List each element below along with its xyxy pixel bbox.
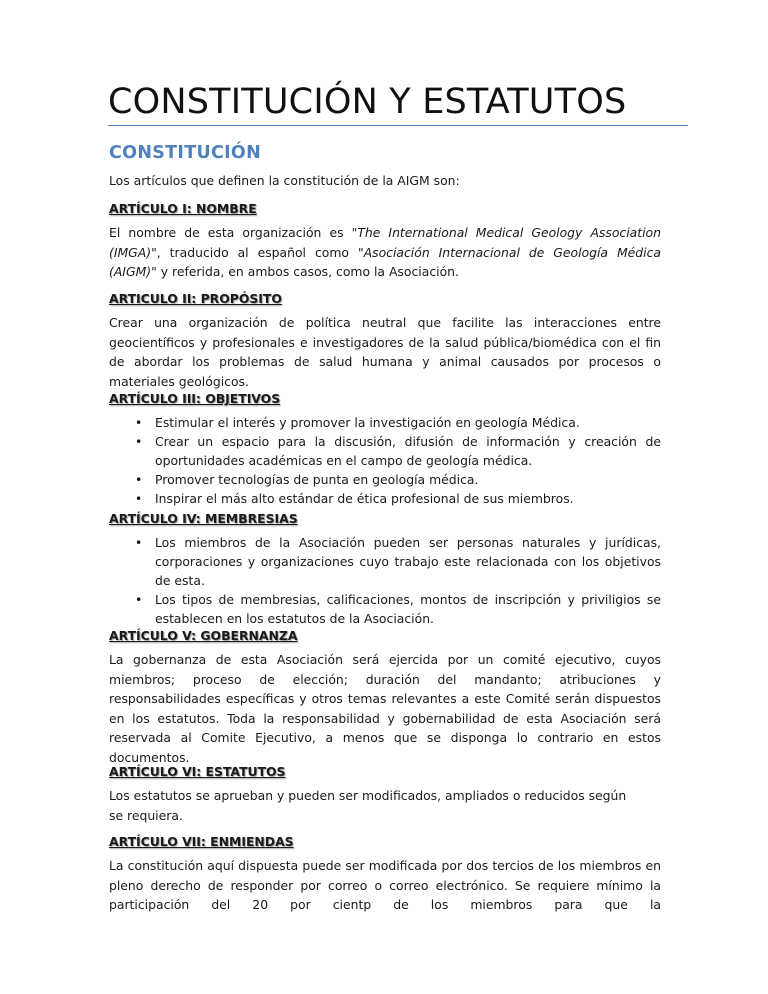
article-heading: ARTÍCULO VII: ENMIENDAS	[109, 834, 294, 849]
document-title: CONSTITUCIÓN Y ESTATUTOS	[108, 82, 627, 122]
article-body: La gobernanza de esta Asociación será ejercida por un comité ejecutivo, cuyos miembros; proceso de elección; duración del mandanto; atribuciones y responsabilidades específicas y otros temas relevantes a este Comité serán dispuestos en los estatutos. Toda la responsabilidad y gobernabilidad de esta Asociación será reservada al Comite Ejecutivo, a menos que se disponga lo contrario en estos documentos.	[109, 652, 661, 765]
article-body: Crear una organización de política neutral que facilite las interacciones entre geocientíficos y profesionales e investigadores de la salud pública/biomédica con el fin de abordar los problemas de salud humana y animal causados por procesos o materiales geológicos.	[109, 315, 661, 389]
intro-text: Los artículos que definen la constitución de la AIGM son:	[109, 173, 460, 188]
list-item: • Los miembros de la Asociación pueden ser personas naturales y jurídicas, corporaciones y organizaciones cuyo trabajo este relacionada con los objetivos de esta.	[135, 535, 661, 588]
bullet-icon: •	[135, 415, 143, 430]
article-6	[109, 764, 661, 825]
title-divider	[108, 125, 688, 126]
article-2	[109, 291, 661, 391]
bullet-icon: •	[135, 592, 143, 607]
article-heading: ARTÍCULO I: NOMBRE	[109, 201, 257, 216]
article-body: El nombre de esta organización es "The International Medical Geology Association (IMGA)", traducido al español como "Asociación Internacional de Geología Médica (AIGM)" y referida, en ambos casos, como la Asociación.	[109, 225, 661, 280]
article-heading: ARTÍCULO VI: ESTATUTOS	[109, 764, 286, 779]
article-5	[109, 628, 661, 768]
section-heading: CONSTITUCIÓN	[109, 143, 262, 163]
membership-list	[109, 533, 661, 628]
list-item: • Promover tecnologías de punta en geología médica.	[135, 472, 479, 487]
article-7	[109, 834, 661, 915]
article-heading: ARTÍCULO IV: MEMBRESIAS	[109, 511, 298, 526]
list-item: • Inspirar el más alto estándar de ética profesional de sus miembros.	[135, 491, 574, 506]
objectives-list	[109, 413, 661, 508]
article-1	[109, 201, 661, 282]
article-body: Los estatutos se aprueban y pueden ser modificados, ampliados o reducidos según se requiera.	[109, 788, 627, 823]
article-heading: ARTÍCULO V: GOBERNANZA	[109, 628, 298, 643]
bullet-icon: •	[135, 434, 143, 449]
list-item: • Estimular el interés y promover la investigación en geología Médica.	[135, 415, 580, 430]
list-item: • Los tipos de membresias, calificaciones, montos de inscripción y priviligios se establecen en los estatutos de la Asociación.	[135, 592, 661, 626]
bullet-icon: •	[135, 491, 143, 506]
bullet-icon: •	[135, 472, 143, 487]
article-4	[109, 511, 661, 628]
article-heading: ARTÍCULO III: OBJETIVOS	[109, 391, 281, 406]
article-3	[109, 391, 661, 508]
bullet-icon: •	[135, 535, 143, 550]
list-item: • Crear un espacio para la discusión, difusión de información y creación de oportunidades académicas en el campo de geología médica.	[135, 434, 661, 468]
article-heading: ARTICULO II: PROPÓSITO	[109, 291, 282, 306]
article-body: La constitución aquí dispuesta puede ser modificada por dos tercios de los miembros en pleno derecho de responder por correo o correo electrónico. Se requiere mínimo la participación del 20 por cientp de los miembros para que la	[109, 858, 661, 913]
